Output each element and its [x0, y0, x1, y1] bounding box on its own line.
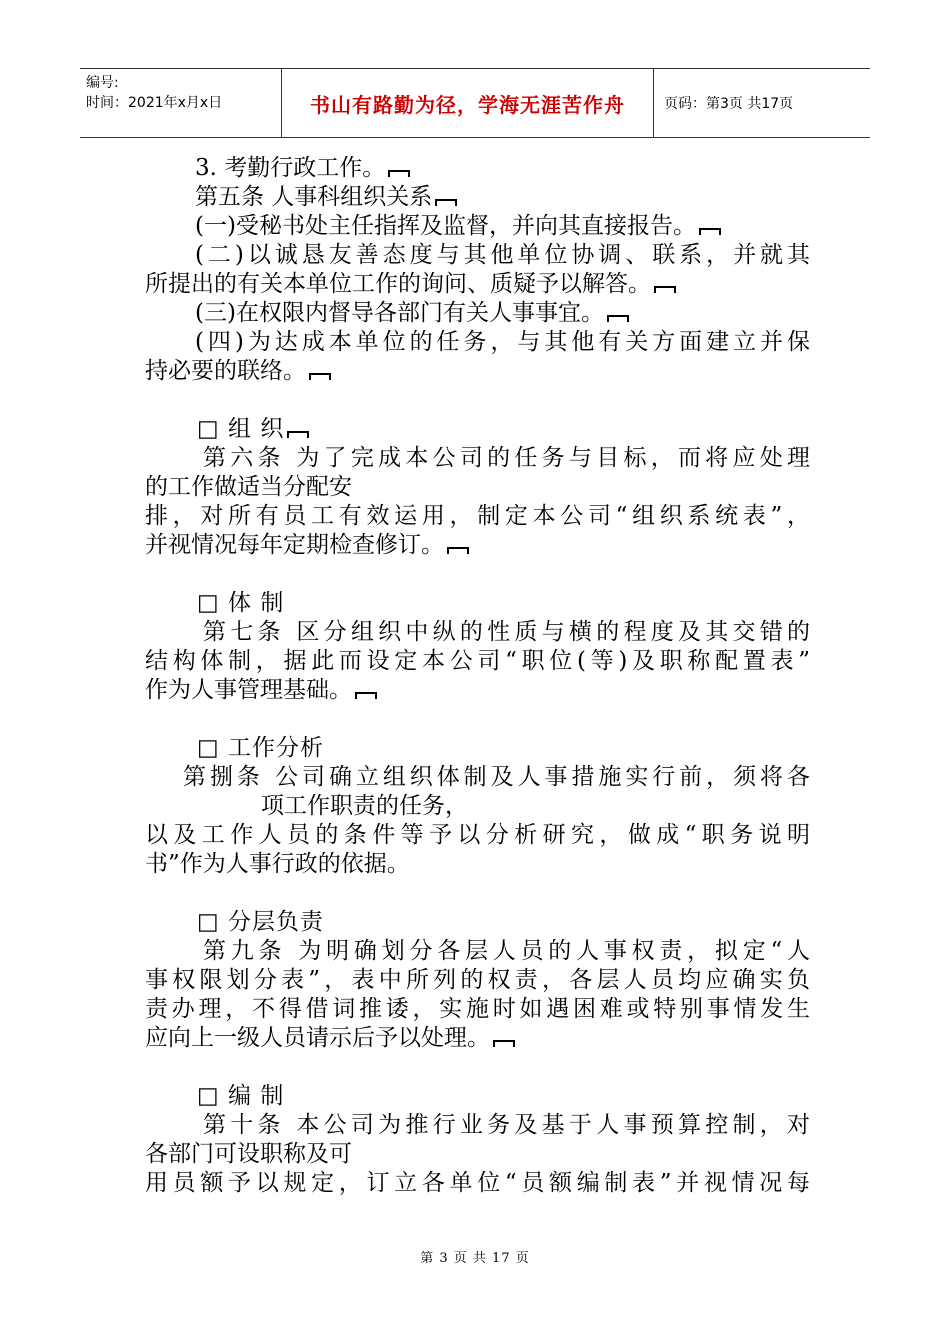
body-line: 第五条 人事科组织关系: [145, 183, 810, 212]
paragraph-mark-icon: [607, 315, 629, 322]
body-line: 事权限划分表”，表中所列的权责，各层人员均应确实负: [145, 967, 810, 993]
body-line: 以及工作人员的条件等予以分析研究，做成“职务说明: [145, 822, 810, 848]
body-line: 3. 考勤行政工作。: [145, 154, 810, 183]
paragraph-mark-icon: [654, 286, 676, 293]
body-line: 第六条 为了完成本公司的任务与目标，而将应处理: [203, 445, 810, 471]
body-line: 第捌条 公司确立组织体制及人事措施实行前，须将各: [183, 764, 810, 790]
body-line: 项工作职责的任务，: [261, 793, 468, 819]
section-heading: □ 编 制: [197, 1083, 285, 1109]
body-line: 责办理，不得借词推诿，实施时如遇困难或特别事情发生: [145, 996, 810, 1022]
paragraph-mark-icon: [309, 373, 331, 380]
body-line: 应向上一级人员请示后予以处理。: [145, 1024, 810, 1053]
paragraph-mark-icon: [699, 228, 721, 235]
body-line: 结构体制，据此而设定本公司“职位(等)及职称配置表”: [145, 648, 810, 674]
body-line: 用员额予以规定，订立各单位“员额编制表”并视情况每: [145, 1170, 810, 1196]
body-line: 持必要的联络。: [145, 357, 810, 386]
serial-label: 编号:: [86, 75, 119, 91]
body-line: (二)以诚恳友善态度与其他单位协调、联系，并就其: [195, 242, 810, 268]
body-line: 作为人事管理基础。: [145, 676, 810, 705]
paragraph-mark-icon: [493, 1040, 515, 1047]
body-line: (一)受秘书处主任指挥及监督，并向其直接报告。: [145, 212, 810, 241]
body-line: 第九条 为明确划分各层人员的人事权责，拟定“人: [203, 938, 810, 964]
body-line: 的工作做适当分配安: [145, 474, 352, 500]
paragraph-mark-icon: [447, 547, 469, 554]
document-body: [145, 154, 810, 1198]
body-line: 第十条 本公司为推行业务及基于人事预算控制，对: [203, 1112, 810, 1138]
paragraph-mark-icon: [388, 170, 410, 177]
page-footer: 第 3 页 共 17 页: [420, 1251, 530, 1266]
body-line: (三)在权限内督导各部门有关人事事宜。: [145, 299, 810, 328]
body-line: 各部门可设职称及可: [145, 1141, 352, 1167]
body-line: 书”作为人事行政的依据。: [145, 851, 410, 877]
section-heading: □ 体 制: [197, 590, 285, 616]
page-header: [80, 68, 870, 138]
header-info: [80, 69, 282, 137]
header-page-label: 页码：第3页 共17页: [664, 96, 794, 112]
body-line: 第七条 区分组织中纵的性质与横的程度及其交错的: [203, 619, 810, 645]
body-line: 所提出的有关本单位工作的询问、质疑予以解答。: [145, 270, 810, 299]
time-label: 时间：2021年x月x日: [86, 95, 223, 111]
paragraph-mark-icon: [435, 199, 457, 206]
body-line: 排，对所有员工有效运用，制定本公司“组织系统表”，: [145, 503, 810, 529]
paragraph-mark-icon: [355, 692, 377, 699]
section-heading: □ 组 织: [145, 415, 810, 444]
body-line: 并视情况每年定期检查修订。: [145, 531, 810, 560]
section-heading: □ 分层负责: [197, 909, 325, 935]
paragraph-mark-icon: [287, 431, 309, 438]
section-heading: □ 工作分析: [197, 735, 325, 761]
body-line: (四)为达成本单位的任务，与其他有关方面建立并保: [195, 329, 810, 355]
header-motto: 书山有路勤为径，学海无涯苦作舟: [282, 69, 654, 137]
